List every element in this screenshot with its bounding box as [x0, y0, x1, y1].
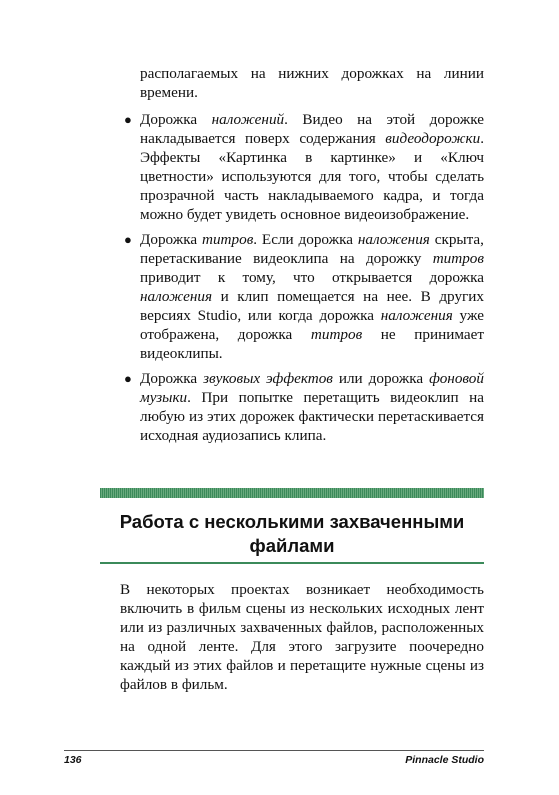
section-heading-bottom-rule — [100, 562, 484, 564]
footer-page-number: 136 — [64, 754, 82, 766]
text-run: . Видео на этой дорожке накладывается поверх содержания — [140, 111, 484, 147]
footer-book-title: Pinnacle Studio — [405, 754, 484, 766]
text-run: или дорожка — [332, 370, 430, 387]
bullet-text — [140, 369, 484, 445]
bullet-text — [140, 230, 484, 363]
italic-term: титров — [432, 250, 484, 267]
text-run: Дорожка — [140, 370, 204, 387]
text-run: Дорожка — [140, 111, 212, 128]
italic-term: звуковых эффектов — [203, 370, 333, 387]
bullet-text — [140, 110, 484, 224]
italic-term: видеодорожки — [385, 130, 481, 147]
text-run: . При попытке перетащить видеоклип на любую из этих дорожек фактически перетаскивается исходная аудиозапись клипа. — [140, 389, 484, 444]
italic-term: наложения — [357, 231, 430, 248]
text-run: уже отображена, дорожка — [140, 307, 484, 343]
italic-term: наложения — [140, 288, 213, 305]
intro-paragraph-tail: располагаемых на нижних дорожках на линии времени. — [140, 65, 484, 101]
bullet-marker: ● — [124, 371, 132, 386]
italic-term: наложений — [211, 111, 285, 128]
text-run: приводит к тому, что открывается дорожка — [140, 269, 484, 286]
text-run: скрыта, перетаскивание видеоклипа на дорожку — [140, 231, 484, 267]
italic-term: титров — [201, 231, 254, 248]
text-run: . Если дорожка — [253, 231, 358, 248]
italic-term: наложения — [380, 307, 453, 324]
bullet-title-track — [120, 230, 484, 363]
section-paragraph: В некоторых проектах возникает необходимость включить в фильм сцены из нескольких исходных лент или из различных захваченных файлов, расположенных на одной ленте. Для этого загрузите поочередно каждый из этих файлов и перетащите нужные сцены из файлов в фильм. — [120, 581, 484, 693]
text-run: и клип помещается на нее. В других версиях Studio, или когда дорожка — [140, 288, 484, 324]
footer-rule — [64, 750, 484, 751]
italic-term: фоновой музыки — [140, 370, 484, 406]
italic-term: титров — [310, 326, 363, 343]
track-bullet-list — [120, 110, 484, 451]
bullet-marker: ● — [124, 232, 132, 247]
text-run: не принимает видеоклипы. — [140, 326, 484, 362]
bullet-audio-tracks — [120, 369, 484, 445]
section-heading-top-bar — [100, 488, 484, 498]
text-run: Дорожка — [140, 231, 202, 248]
bullet-marker: ● — [124, 112, 132, 127]
section-heading: Работа с несколькими захваченными файлами — [119, 511, 465, 556]
text-run: . Эффекты «Картинка в картинке» и «Ключ цветности» используются для того, чтобы сделать прозрачной часть накладываемого кадра, и тогда можно будет увидеть основное видеоизображение. — [140, 130, 484, 223]
bullet-overlay-track — [120, 110, 484, 224]
